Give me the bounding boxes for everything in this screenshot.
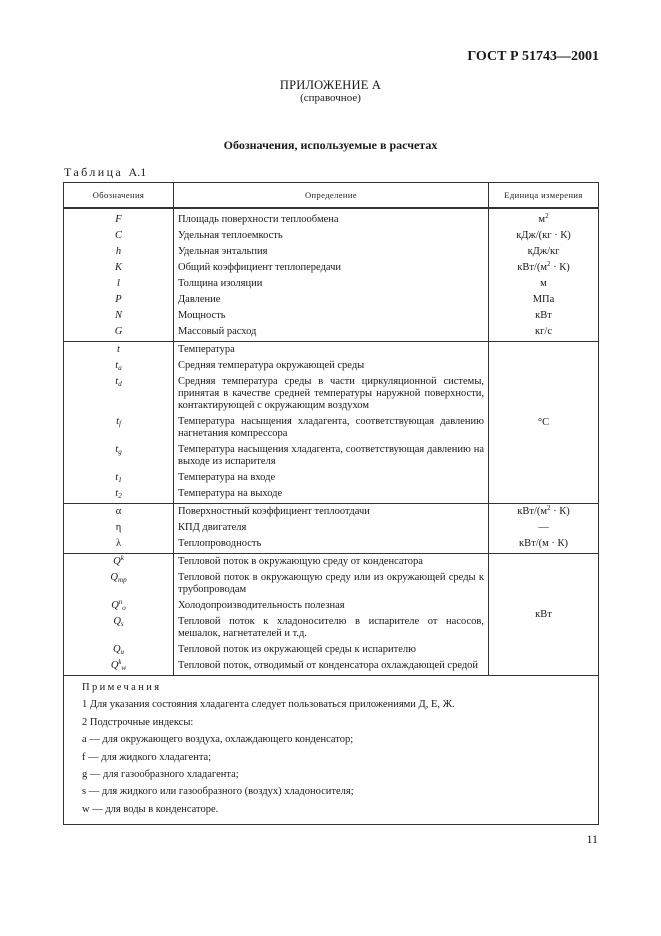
- table-row: [64, 342, 599, 359]
- table-row: [64, 228, 599, 244]
- unit-superscript: 2: [545, 212, 549, 220]
- definition-cell: Тепловой поток в окружающую среду от конденсатора: [174, 554, 489, 571]
- definition-cell: Толщина изоляции: [174, 276, 489, 292]
- unit-cell: —: [489, 520, 599, 536]
- definition-cell: Поверхностный коэффициент теплоотдачи: [174, 504, 489, 521]
- unit-superscript: 2: [547, 504, 551, 512]
- symbol-subscript: w: [121, 664, 127, 672]
- header-unit: Единица измерения: [489, 183, 599, 209]
- unit-text: м: [538, 214, 546, 225]
- unit-superscript: 2: [547, 260, 551, 268]
- symbol-superscript: k: [118, 658, 122, 666]
- symbol-cell: h: [64, 244, 174, 260]
- symbol-base: Q: [110, 572, 119, 583]
- symbol-subscript: d: [118, 380, 122, 388]
- symbol-cell: α: [64, 504, 174, 521]
- unit-text: · К): [550, 262, 570, 273]
- symbol-cell: [64, 358, 174, 374]
- note-line: g — для газообразного хладагента;: [82, 769, 239, 781]
- header-definition: Определение: [174, 183, 489, 209]
- definition-cell: Общий коэффициент теплопередачи: [174, 260, 489, 276]
- notes-title: Примечания: [82, 682, 162, 693]
- table-label-word: Таблица: [64, 165, 124, 179]
- table-row: [64, 260, 599, 276]
- unit-cell: кВт: [489, 308, 599, 324]
- definition-cell: Тепловой поток в окружающую среду или из окружающей среды к трубопроводам: [174, 570, 489, 598]
- table-row: [64, 554, 599, 571]
- symbol-base: t: [115, 360, 119, 371]
- unit-cell: кДж/кг: [489, 244, 599, 260]
- unit-cell: кг/с: [489, 324, 599, 342]
- symbol-cell: [64, 442, 174, 470]
- definition-cell: Теплопроводность: [174, 536, 489, 554]
- unit-cell: м: [489, 276, 599, 292]
- symbol-cell: [64, 570, 174, 598]
- definition-cell: Температура на входе: [174, 470, 489, 486]
- symbol-base: t: [115, 488, 119, 499]
- table-row: [64, 520, 599, 536]
- note-line: w — для воды в конденсаторе.: [82, 803, 219, 815]
- symbol-cell: [64, 374, 174, 414]
- definition-cell: Средняя температура окружающей среды: [174, 358, 489, 374]
- definition-cell: Тепловой поток из окружающей среды к испарителю: [174, 642, 489, 658]
- note-line: 2 Подстрочные индексы:: [82, 716, 194, 728]
- table-row: [64, 536, 599, 554]
- symbol-subscript: f: [118, 420, 121, 428]
- unit-cell: кДж/(кг · К): [489, 228, 599, 244]
- note-line: f — для жидкого хладагента;: [82, 751, 212, 763]
- symbol-base: Q: [111, 600, 119, 611]
- symbol-superscript: k: [120, 554, 124, 562]
- symbol-cell: [64, 414, 174, 442]
- table-row: [64, 324, 599, 342]
- table-row: [64, 292, 599, 308]
- unit-cell: кВт/(м · К): [489, 536, 599, 554]
- symbol-cell: C: [64, 228, 174, 244]
- definition-cell: Мощность: [174, 308, 489, 324]
- definition-cell: Тепловой поток к хладоносителю в испарителе от насосов, мешалок, нагнетателей и т.д.: [174, 614, 489, 642]
- table-row: [64, 208, 599, 228]
- appendix-subtitle: (справочное): [300, 92, 361, 104]
- definition-cell: Массовый расход: [174, 324, 489, 342]
- symbol-base: t: [116, 416, 119, 427]
- symbol-cell: [64, 554, 174, 571]
- symbol-cell: t: [64, 342, 174, 359]
- symbol-cell: λ: [64, 536, 174, 554]
- note-line: 1 Для указания состояния хладагента следует пользоваться приложениями Д, Е, Ж.: [82, 699, 455, 711]
- symbol-cell: F: [64, 208, 174, 228]
- symbol-cell: [64, 486, 174, 504]
- symbol-subscript: и: [120, 648, 125, 656]
- symbol-cell: [64, 470, 174, 486]
- definition-cell: Холодопроизводительность полезная: [174, 598, 489, 614]
- unit-cell: [489, 260, 599, 276]
- definition-cell: Температура насыщения хладагента, соответствующая давлению на выходе из испарителя: [174, 442, 489, 470]
- note-line: a — для окружающего воздуха, охлаждающего конденсатор;: [82, 734, 354, 746]
- appendix-title: ПРИЛОЖЕНИЕ А: [279, 78, 382, 92]
- table-row: [64, 308, 599, 324]
- symbol-cell: G: [64, 324, 174, 342]
- definition-cell: Температура на выходе: [174, 486, 489, 504]
- symbol-base: t: [115, 444, 119, 455]
- symbol-cell: η: [64, 520, 174, 536]
- symbol-cell: K: [64, 260, 174, 276]
- table-label-number: А.1: [128, 165, 147, 179]
- symbol-subscript: s: [120, 620, 124, 628]
- definition-cell: Давление: [174, 292, 489, 308]
- section-title: Обозначения, используемые в расчетах: [223, 138, 438, 152]
- symbol-base: Q: [112, 644, 121, 655]
- unit-text: кВт/(м: [517, 506, 547, 517]
- symbol-cell: P: [64, 292, 174, 308]
- symbol-base: t: [115, 472, 119, 483]
- definition-cell: Температура насыщения хладагента, соответствующая давлению нагнетания компрессора: [174, 414, 489, 442]
- definition-cell: Удельная теплоемкость: [174, 228, 489, 244]
- header-symbol: Обозначения: [64, 183, 174, 209]
- table-row: [64, 504, 599, 521]
- table-row: [64, 244, 599, 260]
- symbol-subscript: 1: [118, 476, 122, 484]
- symbol-cell: [64, 598, 174, 614]
- table-row: [64, 276, 599, 292]
- symbol-cell: [64, 658, 174, 676]
- symbol-base: Q: [113, 556, 121, 567]
- definition-cell: Площадь поверхности теплообмена: [174, 208, 489, 228]
- symbol-base: Q: [113, 616, 121, 627]
- definition-cell: Тепловой поток, отводимый от конденсатора охлаждающей средой: [174, 658, 489, 676]
- unit-cell: МПа: [489, 292, 599, 308]
- page-number: 11: [586, 832, 598, 846]
- unit-cell: [489, 208, 599, 228]
- symbol-cell: [64, 642, 174, 658]
- definition-cell: Температура: [174, 342, 489, 359]
- symbol-subscript: 2: [118, 492, 122, 500]
- symbol-subscript: a: [118, 364, 122, 372]
- unit-text: · К): [550, 506, 570, 517]
- definition-cell: Средняя температура среды в части циркуляционной системы, принятая в качестве средней температуры наружной поверхности, контактирующей с окружающим воздухом: [174, 374, 489, 414]
- standard-code: ГОСТ Р 51743—2001: [467, 49, 599, 64]
- unit-cell-merged: °С: [489, 342, 599, 504]
- unit-text: кВт/(м: [517, 262, 547, 273]
- notation-table: [63, 182, 599, 825]
- unit-cell: [489, 504, 599, 521]
- symbol-cell: N: [64, 308, 174, 324]
- symbol-subscript: o: [122, 604, 126, 612]
- symbol-cell: [64, 614, 174, 642]
- table-label: [64, 165, 146, 180]
- symbol-subscript: g: [118, 448, 122, 456]
- definition-cell: Удельная энтальпия: [174, 244, 489, 260]
- symbol-base: t: [115, 376, 119, 387]
- symbol-superscript: n: [118, 598, 123, 606]
- unit-cell-merged: кВт: [489, 554, 599, 676]
- symbol-base: Q: [110, 660, 119, 671]
- note-line: s — для жидкого или газообразного (воздух) хладоносителя;: [82, 786, 354, 798]
- symbol-subscript: тр: [118, 576, 127, 584]
- definition-cell: КПД двигателя: [174, 520, 489, 536]
- symbol-cell: l: [64, 276, 174, 292]
- table-notes: [64, 676, 599, 825]
